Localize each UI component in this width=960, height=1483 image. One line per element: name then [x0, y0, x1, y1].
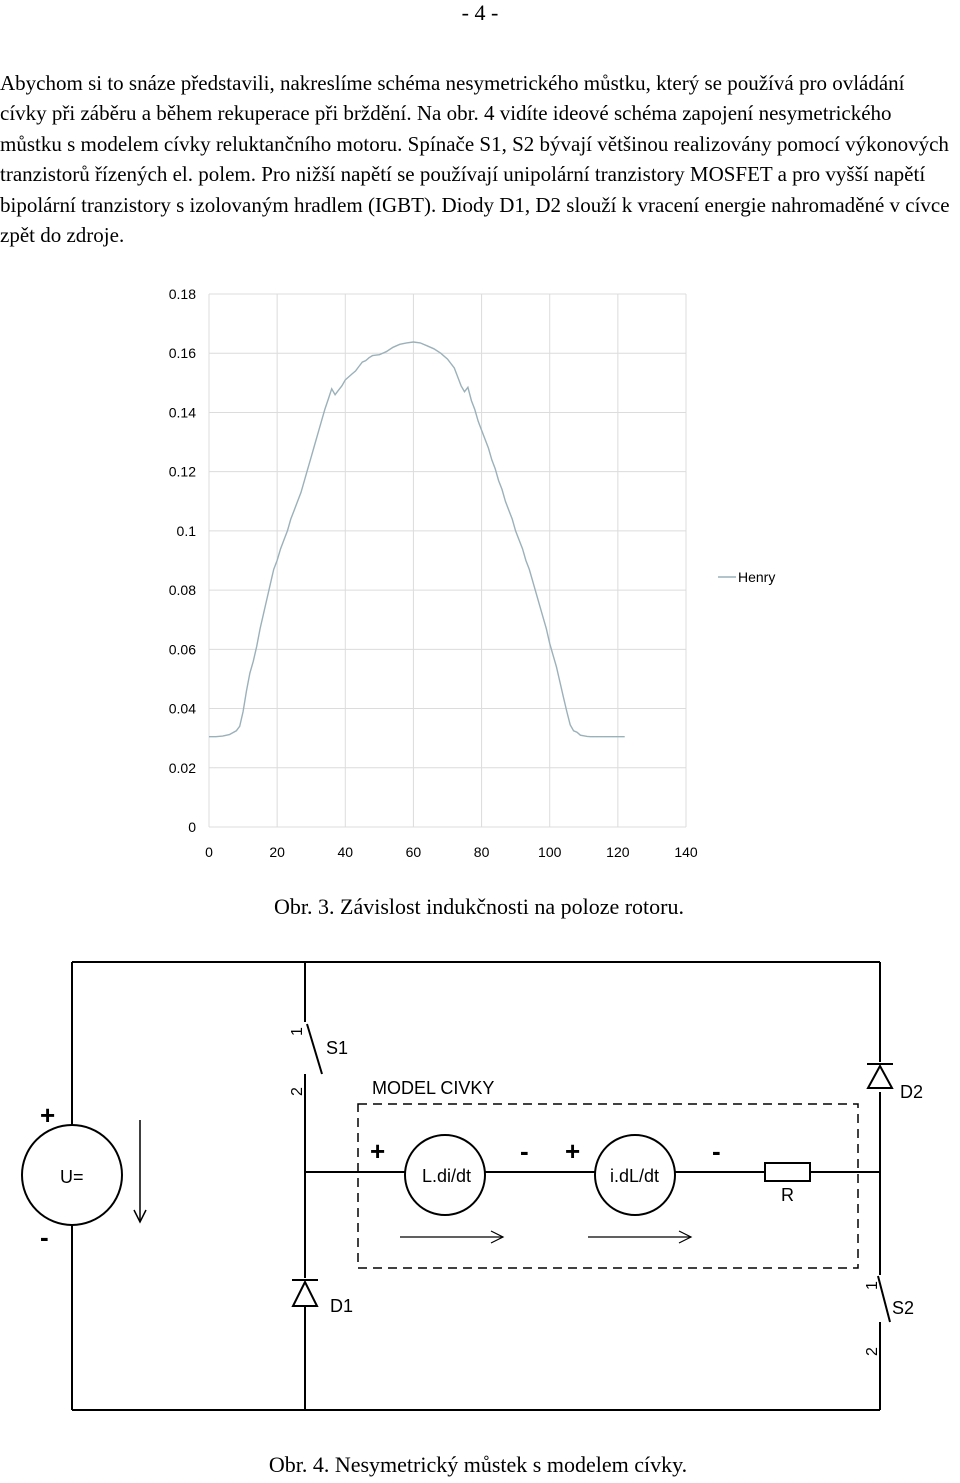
chart-grid [209, 294, 686, 827]
emf2-plus-sign: + [565, 1136, 581, 1166]
switch-s1-blade [307, 1024, 322, 1074]
figure4-caption: Obr. 4. Nesymetrický můstek s modelem cívky. [268, 1452, 688, 1477]
diode-d2-label: D2 [900, 1082, 924, 1102]
legend-label-henry: Henry [738, 569, 776, 585]
x-tick-label-0: 0 [205, 844, 213, 860]
y-tick-label-1: 0.02 [168, 759, 196, 776]
current-arrow-icon [134, 1120, 146, 1222]
page-number: - 4 - [461, 0, 499, 25]
emf1-label: L.di/dt [422, 1166, 472, 1186]
x-tick-labels [205, 844, 698, 860]
x-tick-label-7: 140 [674, 844, 698, 860]
source-plus-sign: + [40, 1100, 56, 1130]
coil-model-title: MODEL CIVKY [372, 1078, 495, 1098]
voltage-source-label: U= [60, 1167, 84, 1187]
arrow-right-icon [400, 1231, 503, 1243]
switch-s2-pin2: 2 [864, 1347, 881, 1356]
emf2-label: i.dL/dt [610, 1166, 660, 1186]
emf1-plus-sign: + [370, 1136, 386, 1166]
x-tick-label-3: 60 [405, 844, 422, 860]
figure3-caption: Obr. 3. Závislost indukčnosti na poloze rotoru. [274, 894, 684, 919]
switch-s1-pin1: 1 [289, 1027, 306, 1036]
bridge-schematic [0, 950, 960, 1450]
body-paragraph: Abychom si to snáze představili, nakreslíme schéma nesymetrického můstku, který se používá pro ovládání cívky při záběru a během rekuperace při brždění. Na obr. 4 vidíte ideové schéma zapojení nesymetrického můstku s modelem cívky reluktančního motoru. Spínače S1, S2 bývají většinou realizovány pomocí výkonových tranzistorů řízených el. polem. Pro nižší napětí se používají unipolární tranzistory MOSFET a pro vyšší napětí bipolární tranzistory s izolovaným hradlem (IGBT). Diody D1, D2 slouží k vracení energie nahromaděné v cívce zpět do zdroje. [0, 71, 950, 248]
resistor-icon [765, 1163, 810, 1181]
y-tick-label-8: 0.16 [168, 345, 196, 362]
x-tick-label-2: 40 [337, 844, 354, 860]
y-tick-labels [169, 286, 196, 835]
emf2-minus-sign: - [712, 1136, 721, 1166]
switch-s1-pin2: 2 [289, 1087, 306, 1096]
y-tick-label-6: 0.12 [168, 463, 196, 480]
source-minus-sign: - [40, 1222, 49, 1252]
arrow-right-icon [588, 1231, 691, 1243]
y-tick-label-3: 0.06 [168, 641, 196, 658]
y-tick-label-4: 0.08 [168, 582, 196, 599]
switch-s2-label: S2 [892, 1298, 915, 1318]
diode-d2-icon [868, 1066, 892, 1088]
y-tick-label-5: 0.1 [176, 522, 196, 539]
series-henry-line [209, 342, 625, 737]
diode-d1-label: D1 [330, 1296, 354, 1316]
x-tick-label-4: 80 [473, 844, 490, 860]
y-tick-label-2: 0.04 [168, 700, 196, 717]
x-tick-label-1: 20 [269, 844, 285, 860]
x-tick-label-5: 100 [538, 844, 562, 860]
diode-d1-icon [293, 1282, 317, 1306]
resistor-label: R [781, 1185, 794, 1205]
y-tick-label-0: 0 [188, 819, 196, 835]
emf1-minus-sign: - [520, 1136, 529, 1166]
y-tick-label-7: 0.14 [168, 404, 196, 421]
switch-s1-label: S1 [326, 1038, 349, 1058]
x-tick-label-6: 120 [606, 844, 630, 860]
switch-s2-pin1: 1 [864, 1281, 881, 1290]
y-tick-label-9: 0.18 [168, 286, 196, 302]
